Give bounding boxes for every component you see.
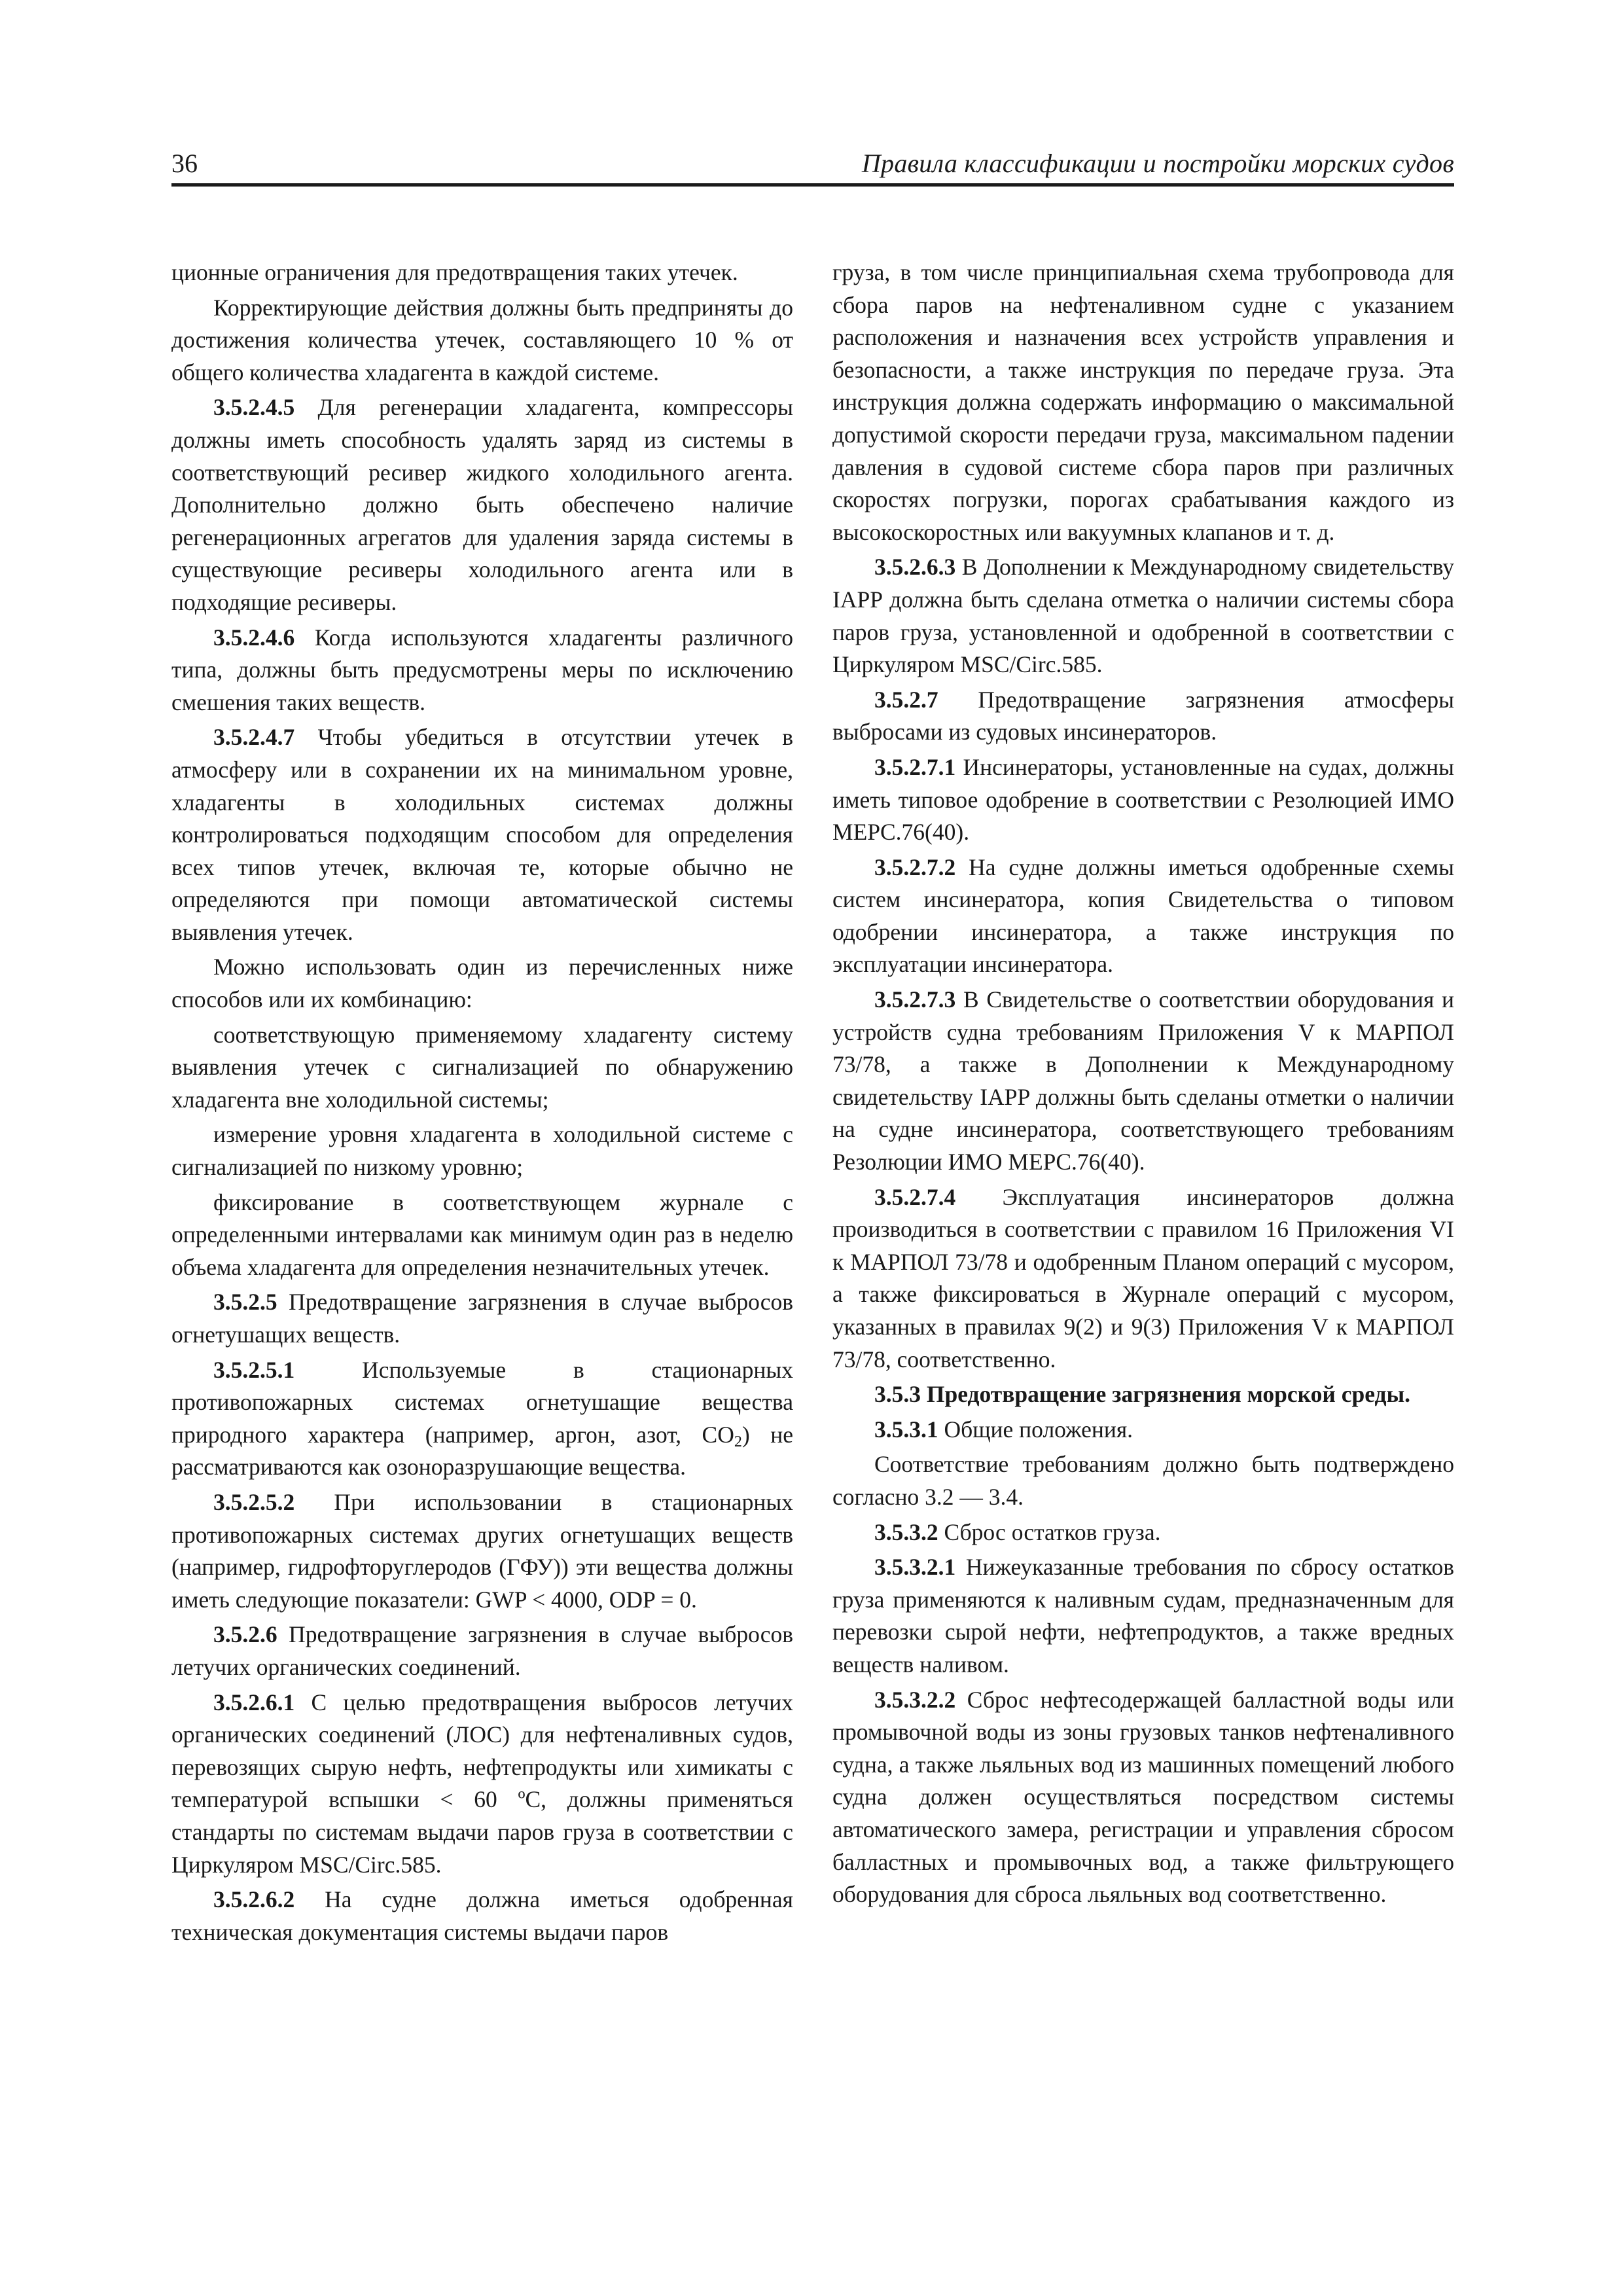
clause-number: 3.5.2.4.5 <box>213 394 295 421</box>
paragraph <box>171 1619 793 1683</box>
clause-text: На судне должна иметься одобренная техническая документация системы выдачи паров <box>171 1886 793 1945</box>
clause-text: Сброс нефтесодержащей балластной воды или промывочной воды из зоны грузовых танков нефтеналивного судна, а также льяльных вод из машинных помещений любого судна должен осуществляться посредством системы автоматического замера, регистрации и управления сбросом балластных и промывочных вод, а также фильтрующего оборудования для сброса льяльных вод соответственно. <box>832 1686 1454 1908</box>
paragraph: Соответствие требованиям должно быть подтверждено согласно 3.2 — 3.4. <box>832 1451 1454 1510</box>
right-column <box>832 257 1454 1914</box>
clause-number: 3.5.2.7.4 <box>874 1183 956 1210</box>
clause-text: Когда используются хладагенты различного типа, должны быть предусмотрены меры по исключению смешения таких веществ. <box>171 624 793 715</box>
paragraph <box>171 1486 793 1616</box>
clause-number: 3.5.2.7.2 <box>874 853 956 880</box>
clause-text: Предотвращение загрязнения атмосферы выбросами из судовых инсинераторов. <box>832 686 1454 745</box>
clause-number: 3.5.2.7.1 <box>874 753 956 780</box>
clause-text: Сброс остатков груза. <box>938 1518 1161 1545</box>
clause-text: Чтобы убедиться в отсутствии утечек в атмосферу или в сохранении их на минимальном уровне, хладагенты в холодильных системах должны контролироваться подходящим способом для определения всех типов утечек, включая те, которые обычно не определяются при помощи автоматической системы выявления утечек. <box>171 724 793 945</box>
clause-number: 3.5.2.6.2 <box>213 1886 295 1913</box>
page-number: 36 <box>171 149 198 178</box>
clause-number: 3.5.2.5.1 <box>213 1356 295 1383</box>
paragraph <box>832 1414 1454 1446</box>
clause-text: В Свидетельстве о соответствии оборудования и устройств судна требованиям Приложения V к МАРПОЛ 73/78, а также в Дополнении к Международному свидетельству IAPP должны быть сделаны отметки о наличии на судне инсинератора, соответствующего требованиям Резолюции ИМО MEPC.76(40). <box>832 986 1454 1175</box>
paragraph <box>171 1286 793 1351</box>
clause-number: 3.5.2.6.1 <box>213 1689 295 1715</box>
page-header <box>171 145 1454 182</box>
clause-number: 3.5.2.6 <box>213 1621 277 1648</box>
clause-number: 3.5.2.5 <box>213 1289 277 1316</box>
clause-number: 3.5.2.6.3 <box>874 554 956 581</box>
paragraph: груза, в том числе принципиальная схема трубопровода для сбора паров на нефтеналивном судне с указанием расположения и назначения всех устройств управления и безопасности, а также инструкция по передаче груза. Эта инструкция должна содержать информацию о максимальной допустимой скорости передачи груза, максимальном падении давления в судовой системе сбора паров при различных скоростях погрузки, порогах срабатывания каждого из высокоскоростных или вакуумных клапанов и т. д. <box>832 259 1454 545</box>
section-heading: 3.5.3 Предотвращение загрязнения морской среды. <box>874 1381 1411 1408</box>
clause-text: ) не рассматриваются как озоноразрушающие вещества. <box>171 1421 793 1480</box>
clause-text: На судне должны иметься одобренные схемы систем инсинератора, копия Свидетельства о типовом одобрении инсинератора, а также инструкция по эксплуатации инсинератора. <box>832 853 1454 978</box>
clause-number: 3.5.3.1 <box>874 1416 938 1443</box>
paragraph <box>832 684 1454 749</box>
paragraph <box>832 551 1454 681</box>
paragraph <box>832 984 1454 1179</box>
paragraph <box>832 1181 1454 1376</box>
running-title: Правила классификации и постройки морских судов <box>861 149 1454 178</box>
paragraph <box>171 622 793 719</box>
paragraph <box>832 852 1454 981</box>
clause-text: Для регенерации хладагента, компрессоры должны иметь способность удалять заряд из системы в соответствующий ресивер жидкого холодильного агента. Дополнительно должно быть обеспечено наличие регенерационных агрегатов для удаления заряда системы в существующие ресиверы холодильного агента или в подходящие ресиверы. <box>171 394 793 615</box>
paragraph: ционные ограничения для предотвращения таких утечек. <box>171 259 738 285</box>
paragraph <box>171 1884 793 1948</box>
clause-text: Эксплуатация инсинераторов должна производиться в соответствии с правилом 16 Приложения VI к МАРПОЛ 73/78 и одобренным Планом операций с мусором, а также фиксироваться в Журнале операций с мусором, указанных в правилах 9(2) и 9(3) Приложения V к МАРПОЛ 73/78, соответственно. <box>832 1183 1454 1372</box>
paragraph <box>832 1516 1454 1549</box>
clause-text: Предотвращение загрязнения в случае выбросов летучих органических соединений. <box>171 1621 793 1680</box>
list-item: соответствующую применяемому хладагенту систему выявления утечек с сигнализацией по обнаружению хладагента вне холодильной системы; <box>171 1021 793 1113</box>
clause-number: 3.5.3.2.2 <box>874 1686 956 1713</box>
left-column <box>171 257 793 1951</box>
clause-text: При использовании в стационарных противопожарных системах других огнетушащих веществ (например, гидрофторуглеродов (ГФУ)) эти вещества должны иметь следующие показатели: GWP < 4000, ODP = 0. <box>171 1488 793 1613</box>
clause-number: 3.5.2.7.3 <box>874 986 956 1013</box>
clause-number: 3.5.2.4.6 <box>213 624 295 651</box>
paragraph <box>832 1684 1454 1911</box>
subscript: 2 <box>734 1433 742 1450</box>
clause-number: 3.5.2.7 <box>874 686 938 713</box>
clause-text: В Дополнении к Международному свидетельству IAPP должна быть сделана отметка о наличии системы сбора паров груза, установленной и одобренной в соответствии с Циркуляром MSC/Circ.585. <box>832 554 1454 678</box>
paragraph: Корректирующие действия должны быть предприняты до достижения количества утечек, составляющего 10 % от общего количества хладагента в каждой системе. <box>171 294 793 386</box>
paragraph <box>171 1354 793 1484</box>
paragraph <box>171 721 793 948</box>
paragraph: Можно использовать один из перечисленных ниже способов или их комбинацию: <box>171 954 793 1013</box>
list-item: измерение уровня хладагента в холодильной системе с сигнализацией по низкому уровню; <box>171 1121 793 1181</box>
clause-text: С целью предотвращения выбросов летучих органических соединений (ЛОС) для нефтеналивных судов, перевозящих сырую нефть, нефтепродукты или химикаты с температурой вспышки < 60 ºC, должны применяться стандарты по системам выдачи паров груза в соответствии с Циркуляром MSC/Circ.585. <box>171 1689 793 1878</box>
clause-text: Нижеуказанные требования по сбросу остатков груза применяются к наливным судам, предназначенным для перевозки сырой нефти, нефтепродуктов, а также вредных веществ наливом. <box>832 1554 1454 1677</box>
paragraph <box>171 391 793 619</box>
clause-text: Общие положения. <box>938 1416 1133 1443</box>
header-rule <box>171 183 1454 187</box>
clause-text: Используемые в стационарных противопожарных системах огнетушащие вещества природного характера (например, аргон, азот, CO <box>171 1356 793 1448</box>
clause-number: 3.5.3.2 <box>874 1518 938 1545</box>
paragraph <box>832 751 1454 849</box>
paragraph <box>171 1687 793 1882</box>
clause-number: 3.5.2.4.7 <box>213 724 295 751</box>
clause-text: Предотвращение загрязнения в случае выбросов огнетушащих веществ. <box>171 1289 793 1348</box>
clause-text: Инсинераторы, установленные на судах, должны иметь типовое одобрение в соответствии с Резолюцией ИМО MEPC.76(40). <box>832 753 1454 846</box>
clause-number: 3.5.2.5.2 <box>213 1488 295 1515</box>
clause-number: 3.5.3.2.1 <box>874 1554 956 1581</box>
paragraph <box>832 1551 1454 1681</box>
list-item: фиксирование в соответствующем журнале с определенными интервалами как минимум один раз в неделю объема хладагента для определения незначительных утечек. <box>171 1189 793 1280</box>
